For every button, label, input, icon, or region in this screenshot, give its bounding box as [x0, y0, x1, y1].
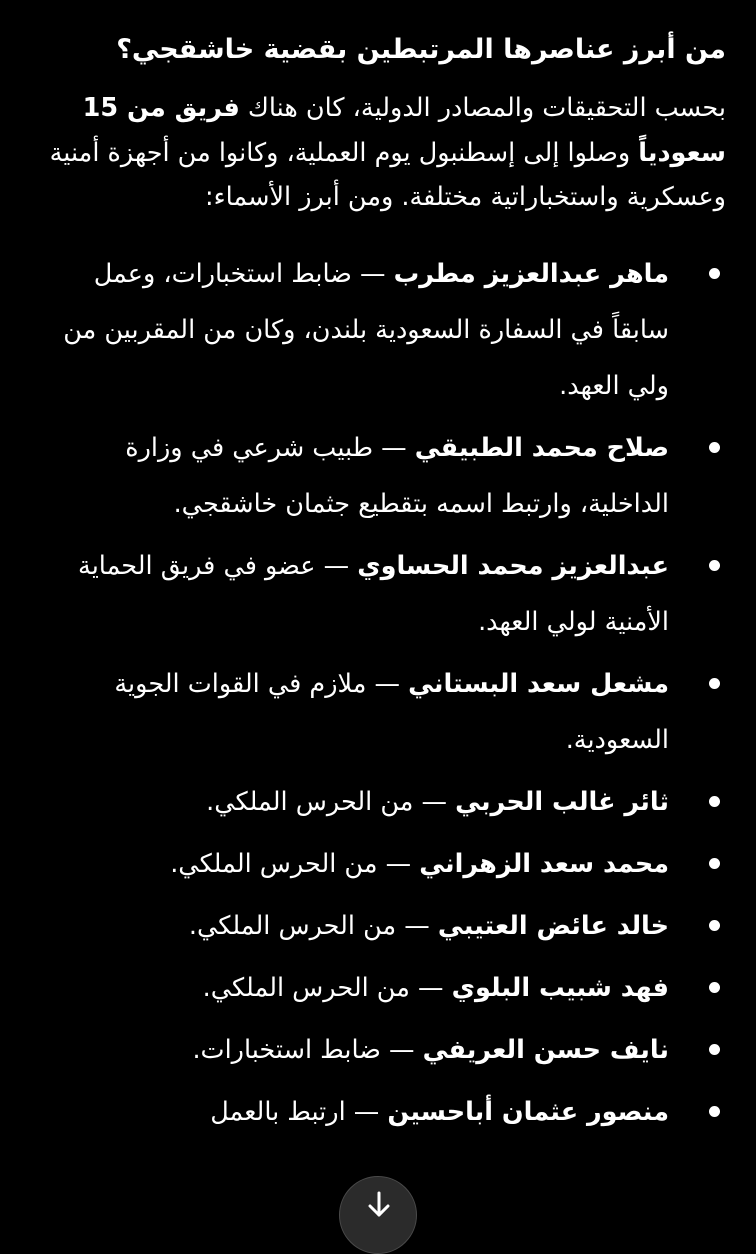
scroll-to-bottom-button[interactable] — [339, 1176, 417, 1254]
bullet-icon — [709, 796, 720, 807]
list-item — [42, 960, 726, 1016]
person-description: — طبيب شرعي في وزارة الداخلية، وارتبط اسمه بتقطيع جثمان خاشقجي. — [125, 432, 669, 519]
person-description: — ضابط استخبارات، وعمل سابقاً في السفارة السعودية بلندن، وكان من المقربين من ولي العهد. — [63, 258, 669, 401]
person-name: ماهر عبدالعزيز مطرب — [393, 258, 669, 289]
arrow-down-icon — [367, 1191, 391, 1219]
person-name: مشعل سعد البستاني — [408, 668, 669, 699]
intro-bold: فريق من 15 سعودياً — [82, 93, 726, 168]
person-name: فهد شبيب البلوي — [451, 972, 669, 1003]
message-content — [42, 28, 726, 1146]
person-description: — من الحرس الملكي. — [188, 910, 438, 941]
bullet-icon — [709, 268, 720, 279]
list-item — [42, 656, 726, 768]
intro-paragraph — [42, 86, 726, 220]
list-item — [42, 538, 726, 650]
person-description: — من الحرس الملكي. — [170, 848, 420, 879]
person-name: عبدالعزيز محمد الحساوي — [357, 550, 669, 581]
list-item — [42, 1022, 726, 1078]
names-list — [42, 246, 726, 1140]
list-item — [42, 246, 726, 414]
bullet-icon — [709, 1106, 720, 1117]
bullet-icon — [709, 678, 720, 689]
person-name: ثائر غالب الحربي — [455, 786, 669, 817]
intro-text-2: وصلوا إلى إسطنبول يوم العملية، وكانوا من أجهزة أمنية وعسكرية واستخباراتية مختلفة. ومن أبرز الأسماء: — [49, 137, 726, 212]
bullet-icon — [709, 858, 720, 869]
list-item — [42, 898, 726, 954]
bullet-icon — [709, 442, 720, 453]
list-item — [42, 774, 726, 830]
person-description: — عضو في فريق الحماية الأمنية لولي العهد. — [78, 550, 669, 637]
person-description: — ضابط استخبارات. — [192, 1034, 423, 1065]
list-item — [42, 1084, 726, 1140]
person-description: — ملازم في القوات الجوية السعودية. — [114, 668, 669, 755]
bullet-icon — [709, 920, 720, 931]
intro-text-1: بحسب التحقيقات والمصادر الدولية، كان هناك — [239, 93, 726, 123]
list-item — [42, 420, 726, 532]
person-name: صلاح محمد الطبيقي — [414, 432, 669, 463]
person-name: محمد سعد الزهراني — [419, 848, 669, 879]
list-item — [42, 836, 726, 892]
section-heading: من أبرز عناصرها المرتبطين بقضية خاشقجي؟ — [116, 34, 726, 65]
person-description: — من الحرس الملكي. — [206, 786, 456, 817]
person-description: — من الحرس الملكي. — [202, 972, 452, 1003]
bullet-icon — [709, 560, 720, 571]
bullet-icon — [709, 982, 720, 993]
person-name: نايف حسن العريفي — [422, 1034, 669, 1065]
person-name: منصور عثمان أباحسين — [387, 1096, 669, 1127]
person-name: خالد عائض العتيبي — [437, 910, 669, 941]
bullet-icon — [709, 1044, 720, 1055]
person-description: — ارتبط بالعمل — [210, 1096, 388, 1127]
